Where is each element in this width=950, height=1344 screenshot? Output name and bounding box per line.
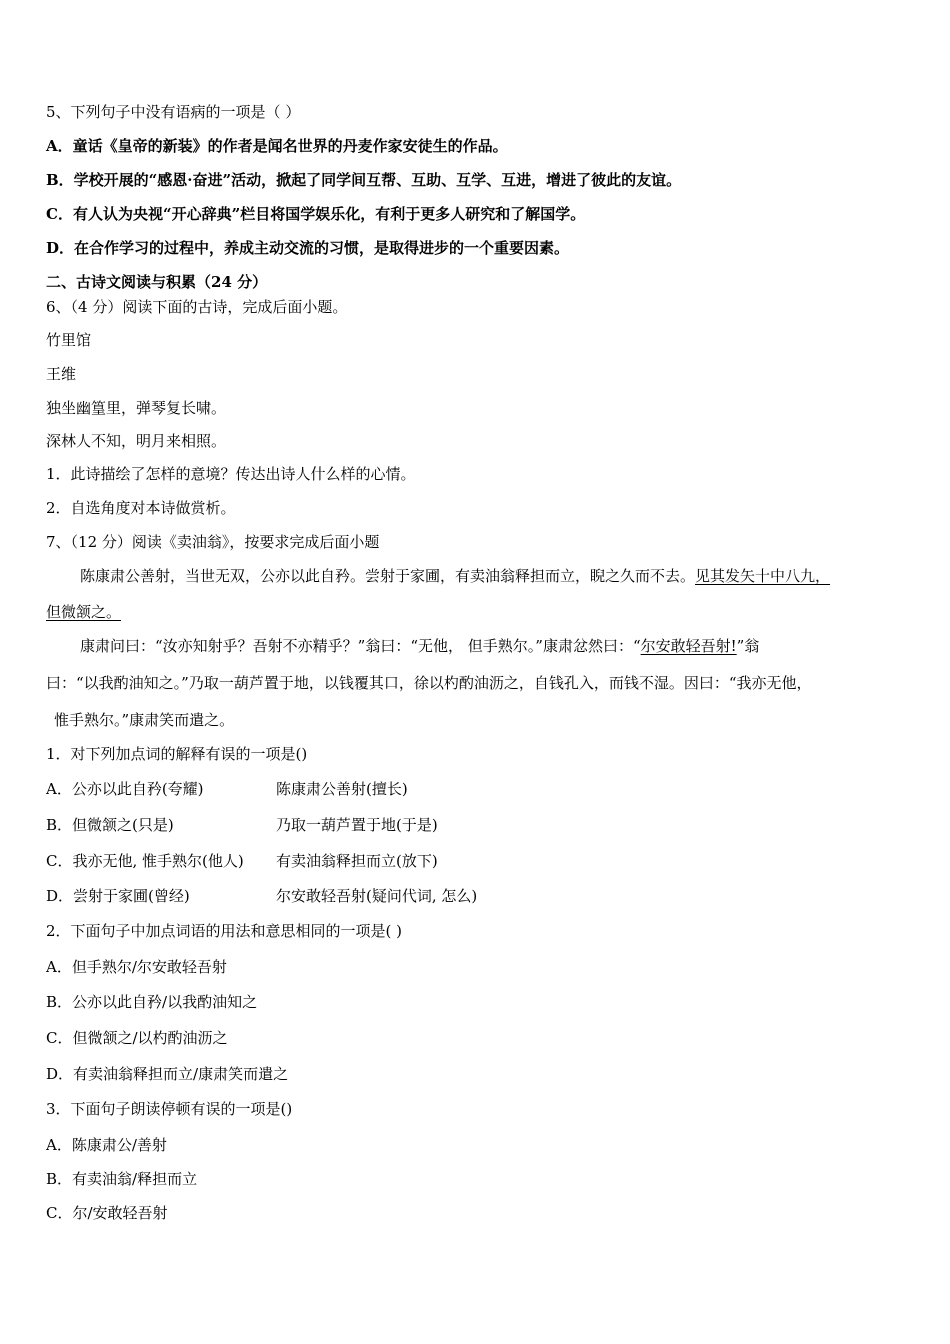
q7-stem: 7、（12 分）阅读《卖油翁》，按要求完成后面小题 xyxy=(46,533,380,551)
q7-s1-row-b xyxy=(46,815,896,835)
q5-stem: 5、下列句子中没有语病的一项是（ ） xyxy=(46,103,301,121)
q6-stem: 6、（4 分）阅读下面的古诗，完成后面小题。 xyxy=(46,298,348,316)
passage-p2-line1 xyxy=(80,636,759,656)
passage-text: 康肃问曰：“汝亦知射乎？吾射不亦精乎？”翁曰：“无他， 但手熟尔。”康肃忿然曰：“ xyxy=(80,637,641,655)
q7-s2-option-a: A．但手熟尔/尔安敢轻吾射 xyxy=(46,958,227,976)
poem-title: 竹里馆 xyxy=(46,331,92,349)
poem-line-1: 独坐幽篁里，弹琴复长啸。 xyxy=(46,399,227,417)
option-d-right: 尔安敢轻吾射(疑问代词, 怎么) xyxy=(276,887,478,905)
q5-option-a: A．童话《皇帝的新装》的作者是闻名世界的丹麦作家安徒生的作品。 xyxy=(46,137,508,155)
passage-p2-line3: 惟手熟尔。”康肃笑而遣之。 xyxy=(54,711,235,729)
passage-p2-line2: 曰：“以我酌油知之。”乃取一葫芦置于地，以钱覆其口，徐以杓酌油沥之，自钱孔入，而钱不湿。因曰：“我亦无他， xyxy=(46,674,812,692)
option-b-right: 乃取一葫芦置于地(于是) xyxy=(276,816,438,834)
q7-s2-stem: 2．下面句子中加点词语的用法和意思相同的一项是( ) xyxy=(46,922,403,940)
q7-s1-row-c xyxy=(46,851,896,871)
q6-sub-1: 1．此诗描绘了怎样的意境？传达出诗人什么样的心情。 xyxy=(46,465,416,483)
underlined-sentence-cont: 但微颔之。 xyxy=(46,603,122,621)
option-b-left: B．但微颔之(只是) xyxy=(46,816,174,834)
q7-s3-option-b: B．有卖油翁/释担而立 xyxy=(46,1170,198,1188)
passage-text: ”翁 xyxy=(736,637,760,655)
q5-option-d: D．在合作学习的过程中，养成主动交流的习惯，是取得进步的一个重要因素。 xyxy=(46,239,570,257)
q7-s1-stem: 1．对下列加点词的解释有误的一项是() xyxy=(46,745,308,763)
q7-s2-option-c: C．但微颔之/以杓酌油沥之 xyxy=(46,1029,228,1047)
q5-option-c: C．有人认为央视“开心辞典”栏目将国学娱乐化，有利于更多人研究和了解国学。 xyxy=(46,205,586,223)
q7-s3-option-a: A．陈康肃公/善射 xyxy=(46,1136,167,1154)
q7-s2-option-b: B．公亦以此自矜/以我酌油知之 xyxy=(46,993,258,1011)
q7-s1-row-a xyxy=(46,779,896,799)
option-c-right: 有卖油翁释担而立(放下) xyxy=(276,852,438,870)
underlined-sentence: 见其发矢十中八九， xyxy=(695,567,831,585)
underlined-quote: 尔安敢轻吾射! xyxy=(640,637,737,655)
q6-sub-2: 2．自选角度对本诗做赏析。 xyxy=(46,499,236,517)
q5-option-b: B．学校开展的“感恩·奋进”活动，掀起了同学间互帮、互助、互学、互进，增进了彼此的友谊。 xyxy=(46,171,682,189)
q7-s3-option-c: C．尔/安敢轻吾射 xyxy=(46,1204,168,1222)
q7-s2-option-d: D．有卖油翁释担而立/康肃笑而遣之 xyxy=(46,1065,289,1083)
option-a-left: A．公亦以此自矜(夸耀) xyxy=(46,780,204,798)
poem-author: 王维 xyxy=(46,365,77,383)
section-title: 二、古诗文阅读与积累（24 分） xyxy=(46,273,268,291)
option-a-right: 陈康肃公善射(擅长) xyxy=(276,780,408,798)
option-d-left: D．尝射于家圃(曾经) xyxy=(46,887,190,905)
poem-line-2: 深林人不知，明月来相照。 xyxy=(46,432,227,450)
passage-p1-line1 xyxy=(80,566,830,586)
q7-s1-row-d xyxy=(46,886,896,906)
q7-s3-stem: 3．下面句子朗读停顿有误的一项是() xyxy=(46,1100,293,1118)
option-c-left: C．我亦无他, 惟手熟尔(他人) xyxy=(46,852,244,870)
passage-text: 陈康肃公善射，当世无双，公亦以此自矜。尝射于家圃，有卖油翁释担而立，睨之久而不去。 xyxy=(80,567,696,585)
